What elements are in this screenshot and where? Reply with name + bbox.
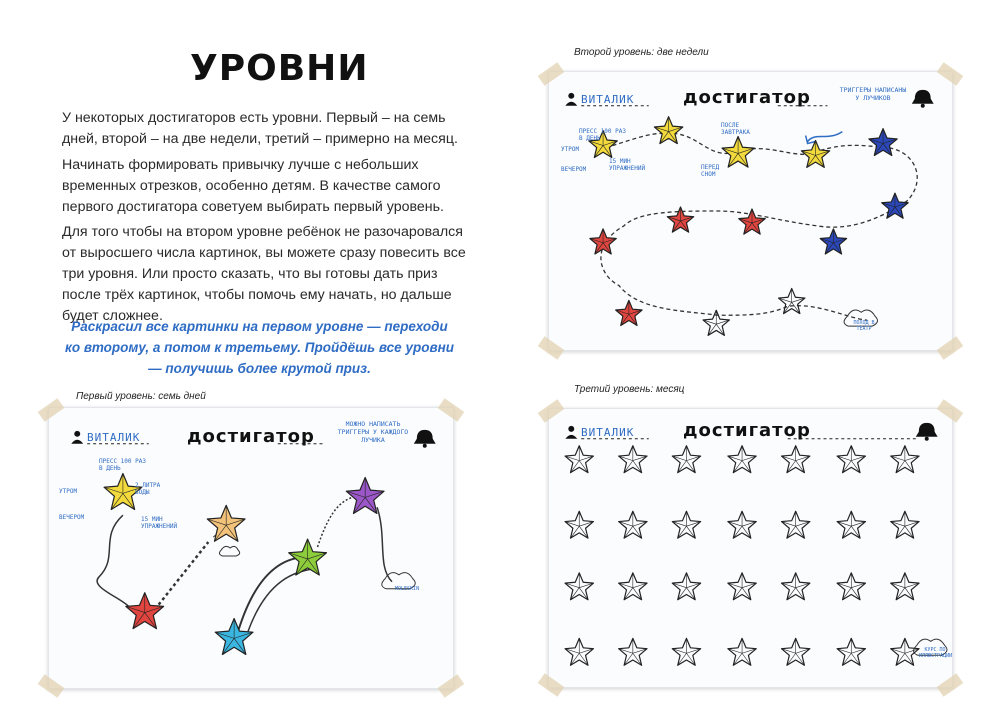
star-icon xyxy=(619,638,647,665)
trigger-note: ТРИГГЕРЫ НАПИСАНЫ У ЛУЧИКОВ xyxy=(839,86,907,102)
cloud-icon xyxy=(219,546,239,556)
child-name: ВИТАЛИК xyxy=(581,426,635,439)
star-icon xyxy=(565,573,593,600)
star-icon xyxy=(590,229,616,254)
star-icon xyxy=(672,511,700,538)
star-icon xyxy=(728,511,756,538)
sheet-title: достигатор xyxy=(683,420,811,441)
star-icon xyxy=(672,573,700,600)
star-icon xyxy=(837,511,865,538)
star-icon xyxy=(882,193,908,218)
star-icon xyxy=(565,511,593,538)
person-icon xyxy=(565,93,577,106)
star-icon xyxy=(619,573,647,600)
prize-stamp: КУРС ПО ИЛЛЮСТРАЦИИ xyxy=(919,647,953,659)
star-icon xyxy=(891,511,919,538)
trigger-label: 2 ЛИТРА ВОДЫ xyxy=(135,482,161,496)
star-icon xyxy=(215,618,253,654)
sheet-title: достигатор xyxy=(187,426,315,447)
page-title: УРОВНИ xyxy=(190,48,369,89)
star-icon xyxy=(346,478,384,514)
trigger-label: ВЕЧЕРОМ xyxy=(59,514,85,521)
star-icon xyxy=(891,573,919,600)
level3-artwork xyxy=(549,409,952,687)
star-icon xyxy=(891,638,919,665)
star-icon xyxy=(565,446,593,473)
trigger-label: ПОСЛЕ ЗАВТРАКА xyxy=(721,122,750,136)
star-icon xyxy=(619,511,647,538)
trigger-label: ПРЕСС 100 РАЗ В ДЕНЬ xyxy=(579,128,626,142)
paragraph-advice: Для того чтобы на втором уровне ребёнок не разочаровался от выросшего числа картинок, вы можете сразу повесить все три уровня. Или просто сказать, что вы готовы дать приз после трёх картинок, чтобы помочь ему начать, но дальше будет сложнее. xyxy=(62,224,466,324)
trigger-label: 15 МИН УПРАЖНЕНИЙ xyxy=(141,516,178,530)
star-icon xyxy=(837,638,865,665)
star-icon xyxy=(728,638,756,665)
caption-level1: Первый уровень: семь дней xyxy=(76,391,206,402)
child-name: ВИТАЛИК xyxy=(581,93,635,106)
star-icon xyxy=(781,446,809,473)
prize-stamp: ПОХОД В ТЕАТР xyxy=(853,320,875,332)
trigger-label: 15 МИН УПРАЖНЕНИЙ xyxy=(609,158,646,172)
star-icon xyxy=(891,446,919,473)
bell-icon xyxy=(916,423,938,441)
star-icon xyxy=(207,505,245,541)
star-icon xyxy=(778,288,804,313)
star-icon xyxy=(801,141,829,168)
trigger-label: УТРОМ xyxy=(561,146,580,153)
highlight-quote: Раскрасил все картинки на первом уровне — переходи ко второму, а потом к третьему. Пройдёшь все уровни — получишь более крутой приз. xyxy=(65,319,454,376)
paragraph-levels: У некоторых достигаторов есть уровни. Первый – на семь дней, второй – на две недели, третий – примерно на месяц. xyxy=(62,110,458,147)
star-icon xyxy=(820,229,846,254)
star-icon xyxy=(654,117,682,144)
star-icon xyxy=(722,137,754,168)
star-icon xyxy=(781,573,809,600)
bell-icon xyxy=(912,90,934,108)
sheet-level1 xyxy=(48,407,454,689)
trigger-label: ВЕЧЕРОМ xyxy=(561,166,587,173)
star-icon xyxy=(672,446,700,473)
level2-artwork xyxy=(549,72,952,350)
star-icon xyxy=(837,446,865,473)
sheet-level3 xyxy=(548,408,953,688)
caption-level3: Третий уровень: месяц xyxy=(574,384,685,395)
star-icon xyxy=(616,300,642,325)
sheet-level2 xyxy=(548,71,953,351)
paragraph-start: Начинать формировать привычку лучше с небольших временных отрезков, особенно детям. В качестве самого первого достигатора советуем выбирать первый уровень. xyxy=(62,157,444,215)
star-icon xyxy=(728,573,756,600)
star-icon xyxy=(619,446,647,473)
star-icon xyxy=(837,573,865,600)
caption-level2: Второй уровень: две недели xyxy=(574,47,709,58)
star-icon xyxy=(672,638,700,665)
bell-icon xyxy=(414,430,436,448)
level1-artwork xyxy=(49,408,453,688)
star-icon xyxy=(728,446,756,473)
sheet-title: достигатор xyxy=(683,87,811,108)
star-icon xyxy=(126,593,164,629)
prize-stamp: MOLESKIN xyxy=(395,586,420,592)
star-icon xyxy=(703,310,729,335)
person-icon xyxy=(565,426,577,439)
star-icon xyxy=(781,638,809,665)
star-icon xyxy=(739,209,765,234)
star-icon xyxy=(869,129,897,156)
trigger-label: УТРОМ xyxy=(59,488,78,495)
trigger-note: МОЖНО НАПИСАТЬ ТРИГГЕРЫ У КАЖДОГО ЛУЧИКА xyxy=(337,420,409,444)
person-icon xyxy=(71,431,83,444)
trigger-label: ПЕРЕД СНОМ xyxy=(701,164,720,178)
child-name: ВИТАЛИК xyxy=(87,431,141,444)
trigger-label: ПРЕСС 100 РАЗ В ДЕНЬ xyxy=(99,458,146,472)
star-icon xyxy=(781,511,809,538)
star-icon xyxy=(565,638,593,665)
